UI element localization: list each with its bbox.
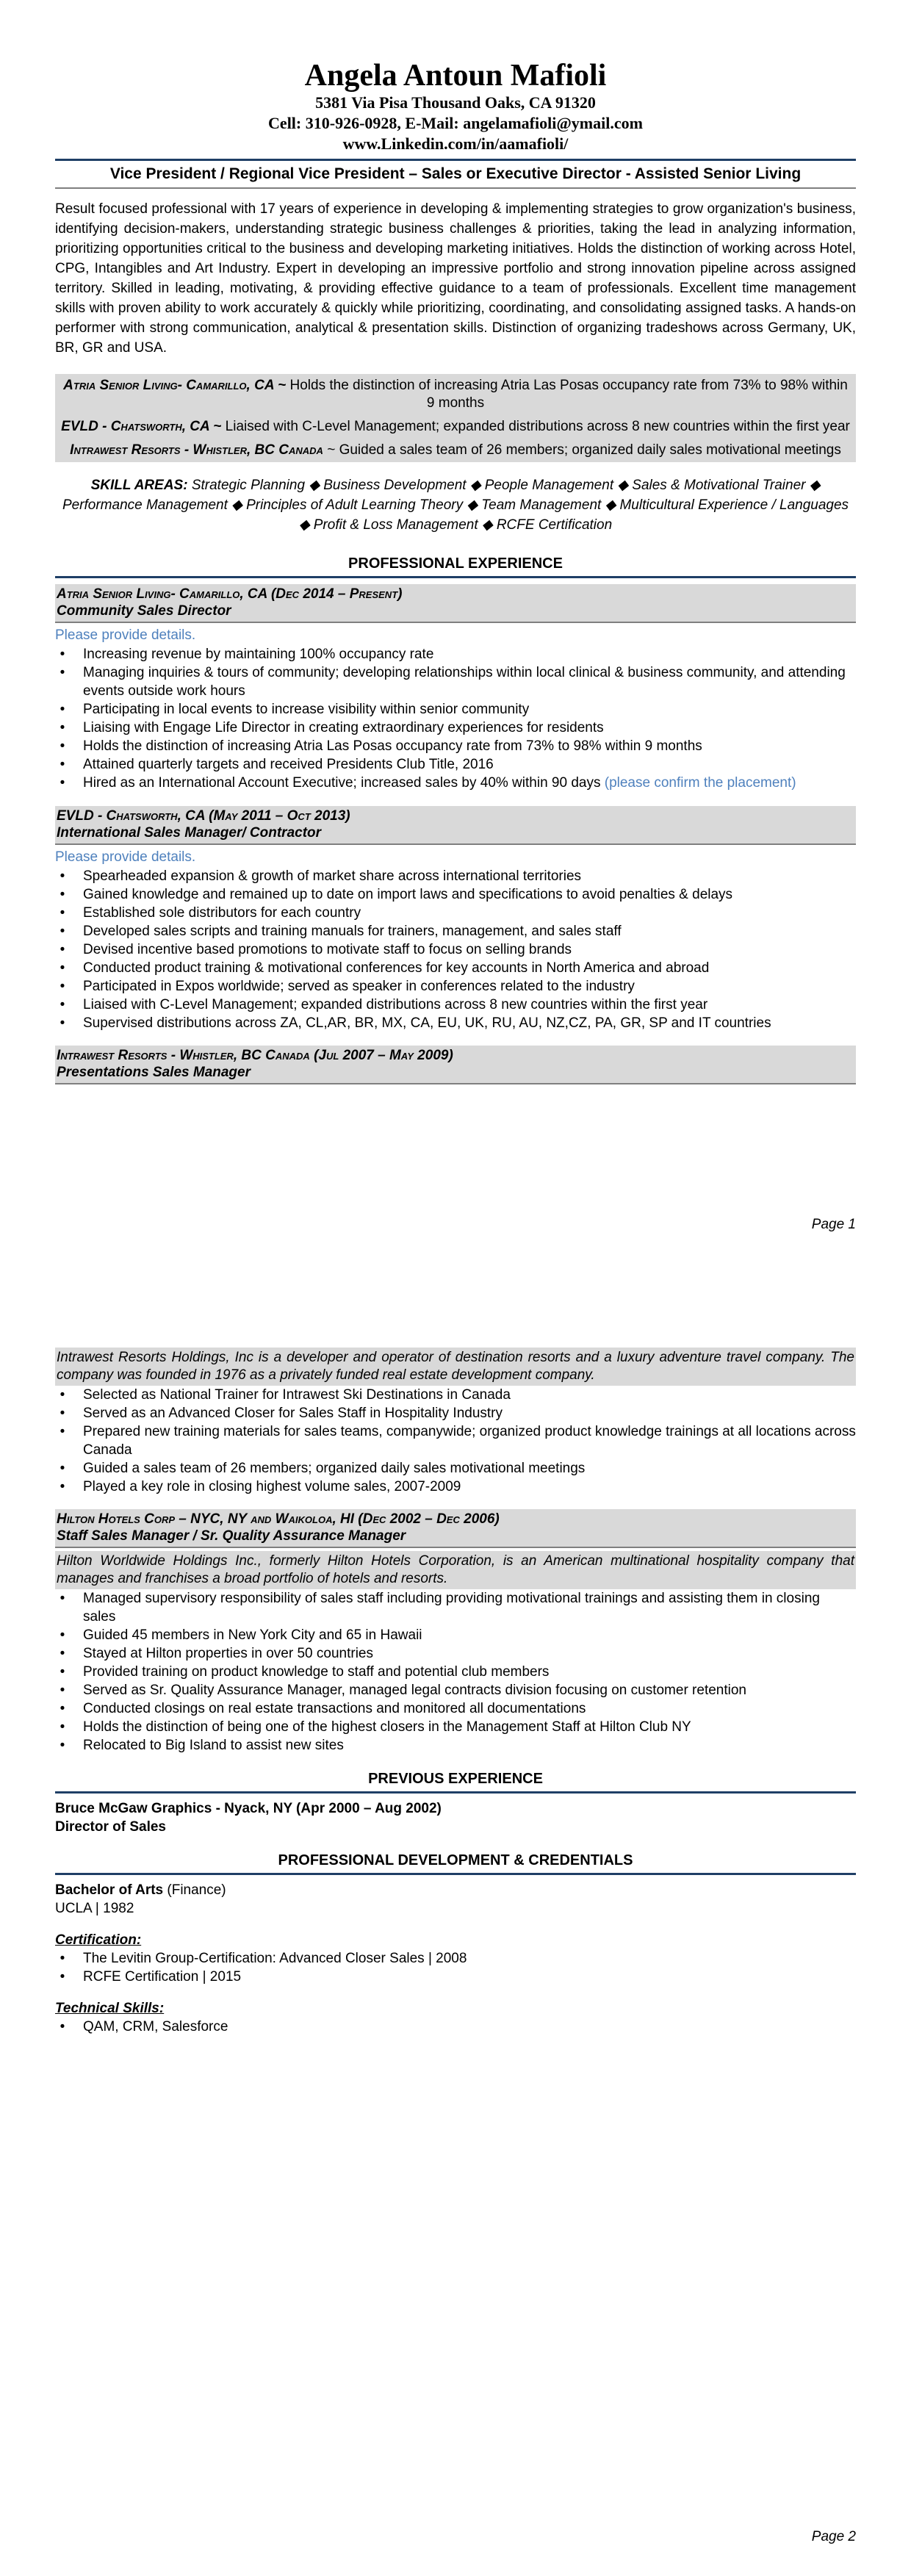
resume-header [55,59,856,161]
previous-role: Director of Sales [55,1819,166,1835]
highlight-item: EVLD - Chatsworth, CA ~ Liaised with C-Level Management; expanded distributions across 8 new countries within the first year [61,419,850,434]
job-role: Staff Sales Manager / Sr. Quality Assurance Manager [57,1528,406,1544]
list-item: • The Levitin Group-Certification: Advanced Closer Sales | 2008 [60,1951,467,1966]
previous-job [55,1799,856,1836]
list-item: • Established sole distributors for each country [60,905,361,921]
list-item: • Developed sales scripts and training manuals for trainers, management, and sales staff [60,924,622,939]
section-credentials: PROFESSIONAL DEVELOPMENT & CREDENTIALS [55,1851,856,1875]
separator-icon: ◆ [809,478,821,493]
separator-icon: ◆ [298,517,310,533]
job-company: Atria Senior Living- Camarillo, CA (Dec 2014 – Present) [57,586,403,602]
job-company: Hilton Hotels Corp – NYC, NY and Waikoloa, HI (Dec 2002 – Dec 2006) [57,1511,500,1527]
section-previous-experience: PREVIOUS EXPERIENCE [55,1769,856,1794]
job-bullets [55,1386,856,1496]
section-professional-experience: PROFESSIONAL EXPERIENCE [55,554,856,578]
list-item: • Participating in local events to increase visibility within senior community [60,702,530,717]
list-item: • Participated in Expos worldwide; served as speaker in conferences related to the industry [60,979,635,994]
list-item: • Hired as an International Account Executive; increased sales by 40% within 90 days (please confirm the placement) [60,775,796,791]
list-item: • QAM, CRM, Salesforce [60,2019,228,2034]
page-number-2: Page 2 [811,2529,856,2544]
skill-areas: SKILL AREAS: Strategic Planning ◆ Business Development ◆ People Management ◆ Sales & Motivational Trainer ◆ Performance Management ◆ Principles of Adult Learning Theory ◆ Team Management ◆ Multicultural Experience / Languages ◆ Profit & Loss Management ◆ RCFE Certification [62,478,849,533]
details-placeholder: Please provide details. [55,849,196,865]
candidate-name: Angela Antoun Mafioli [304,59,607,93]
company-description: Hilton Worldwide Holdings Inc., formerly Hilton Hotels Corporation, is an American multinational hospitality company that manages and franchises a broad portfolio of hotels and resorts. [55,1551,856,1589]
address: 5381 Via Pisa Thousand Oaks, CA 91320 [315,93,596,112]
degree: Bachelor of Arts [55,1882,164,1898]
job-intrawest-body [55,1348,856,1496]
list-item: • Holds the distinction of being one of the highest closers in the Management Staff at Hilton Club NY [60,1719,691,1735]
list-item: • Played a key role in closing highest volume sales, 2007-2009 [60,1479,461,1494]
job-header [55,1046,856,1084]
list-item: • Prepared new training materials for sales teams, companywide; organized product knowledge trainings at all locations across Canada [60,1424,856,1458]
list-item: • Stayed at Hilton properties in over 50 countries [60,1646,373,1661]
list-item: • Gained knowledge and remained up to date on import laws and specifications to avoid penalties & delays [60,887,733,902]
school: UCLA | 1982 [55,1901,134,1916]
list-item: • Managed supervisory responsibility of sales staff including providing motivational trainings and assisting them in closing sales [60,1591,820,1625]
list-item: • Attained quarterly targets and received Presidents Club Title, 2016 [60,757,494,772]
highlight-item: Atria Senior Living- Camarillo, CA ~ Holds the distinction of increasing Atria Las Posas occupancy rate from 73% to 98% within 9 months [63,378,848,411]
job-intrawest-header [55,1046,856,1084]
list-item: • Devised incentive based promotions to motivate staff to focus on selling brands [60,942,572,957]
list-item: • Increasing revenue by maintaining 100% occupancy rate [60,647,434,662]
professional-summary: Result focused professional with 17 years of experience in developing & implementing strategies to grow organization's business, identifying decision-makers, understanding strategic business challenges & priorities, taking the lead in analyzing information, prioritizing opportunities critical to the business and developing marketing initiatives. Holds the distinction of working across Hotel, CPG, Intangibles and Art Industry. Expert in developing an impressive portfolio and strong innovation pipeline across assigned territory. Skilled in leading, motivating, & providing effective guidance to a team of professionals. Excellent time management skills with proven ability to work accurately & quickly while prioritizing, coordinating, and consolidating assigned tasks. A hands-on performer with strong communication, analytical & presentation skills. Distinction of organizing tradeshows across Germany, UK, BR, GR and USA. [55,201,856,356]
separator-icon: ◆ [467,497,478,513]
list-item: • Managing inquiries & tours of community; developing relationships within local clinical & business community, and attending events outside work hours [60,665,846,699]
major: (Finance) [163,1882,226,1898]
job-atria [55,584,856,793]
confirm-note: (please confirm the placement) [604,775,796,791]
page-number-1: Page 1 [811,1217,856,1232]
list-item: • Guided a sales team of 26 members; organized daily sales motivational meetings [60,1461,586,1476]
technical-list [55,2018,856,2036]
list-item: • Conducted product training & motivational conferences for key accounts in North America and abroad [60,960,710,976]
job-header [55,806,856,845]
technical-block [55,1999,856,2036]
technical-label: Technical Skills: [55,2001,165,2016]
list-item: • Served as an Advanced Closer for Sales Staff in Hospitality Industry [60,1406,503,1421]
job-bullets [55,867,856,1032]
separator-icon: ◆ [231,497,242,513]
skill-areas-label: SKILL AREAS: [90,478,188,493]
highlight-item: Intrawest Resorts - Whistler, BC Canada ~ Guided a sales team of 26 members; organized daily sales motivational meetings [70,442,841,458]
list-item: • Holds the distinction of increasing Atria Las Posas occupancy rate from 73% to 98% within 9 months [60,738,702,754]
list-item: • Spearheaded expansion & growth of market share across international territories [60,868,582,884]
separator-icon: ◆ [617,478,628,493]
certification-list [55,1949,856,1986]
resume-page-2 [55,1348,856,2036]
previous-company: Bruce McGaw Graphics - Nyack, NY (Apr 2000 – Aug 2002) [55,1801,442,1816]
job-hilton [55,1509,856,1755]
separator-icon: ◆ [469,478,481,493]
list-item: • Served as Sr. Quality Assurance Manager, managed legal contracts division focusing on customer retention [60,1683,746,1698]
job-header [55,1509,856,1548]
job-evld [55,806,856,1032]
job-role: International Sales Manager/ Contractor [57,825,322,841]
separator-icon: ◆ [605,497,616,513]
job-header [55,584,856,623]
linkedin-url[interactable]: www.Linkedin.com/in/aamafioli/ [55,134,856,161]
separator-icon: ◆ [309,478,320,493]
list-item: • Selected as National Trainer for Intrawest Ski Destinations in Canada [60,1387,511,1403]
job-role: Presentations Sales Manager [57,1065,251,1080]
job-bullets [55,1589,856,1755]
list-item: • Conducted closings on real estate transactions and monitored all documentations [60,1701,586,1716]
list-item: • Liaised with C-Level Management; expanded distributions across 8 new countries within the first year [60,997,708,1012]
certification-block [55,1931,856,1986]
list-item: • Guided 45 members in New York City and 65 in Hawaii [60,1627,422,1643]
resume-page-1 [55,59,856,1084]
contact-phone-email: Cell: 310-926-0928, E-Mail: angelamafioli@ymail.com [268,114,643,132]
list-item: • RCFE Certification | 2015 [60,1969,242,1985]
company-description: Intrawest Resorts Holdings, Inc is a developer and operator of destination resorts and a luxury adventure travel company. The company was founded in 1976 as a privately funded real estate development company. [55,1348,856,1386]
separator-icon: ◆ [481,517,493,533]
certification-label: Certification: [55,1932,142,1948]
job-role: Community Sales Director [57,603,231,619]
highlights-box [55,374,856,462]
target-title: Vice President / Regional Vice President – Sales or Executive Director - Assisted Senior Living [55,161,856,189]
list-item: • Provided training on product knowledge to staff and potential club members [60,1664,550,1680]
job-bullets [55,645,856,793]
job-company: EVLD - Chatsworth, CA (May 2011 – Oct 2013) [57,808,350,824]
education [55,1881,856,1918]
details-placeholder: Please provide details. [55,627,196,643]
list-item: • Supervised distributions across ZA, CL,AR, BR, MX, CA, EU, UK, RU, AU, NZ,CZ, PA, GR, SP and IT countries [60,1015,771,1031]
list-item: • Liaising with Engage Life Director in creating extraordinary experiences for residents [60,720,604,735]
list-item: • Relocated to Big Island to assist new sites [60,1738,344,1753]
job-company: Intrawest Resorts - Whistler, BC Canada (Jul 2007 – May 2009) [57,1048,453,1063]
